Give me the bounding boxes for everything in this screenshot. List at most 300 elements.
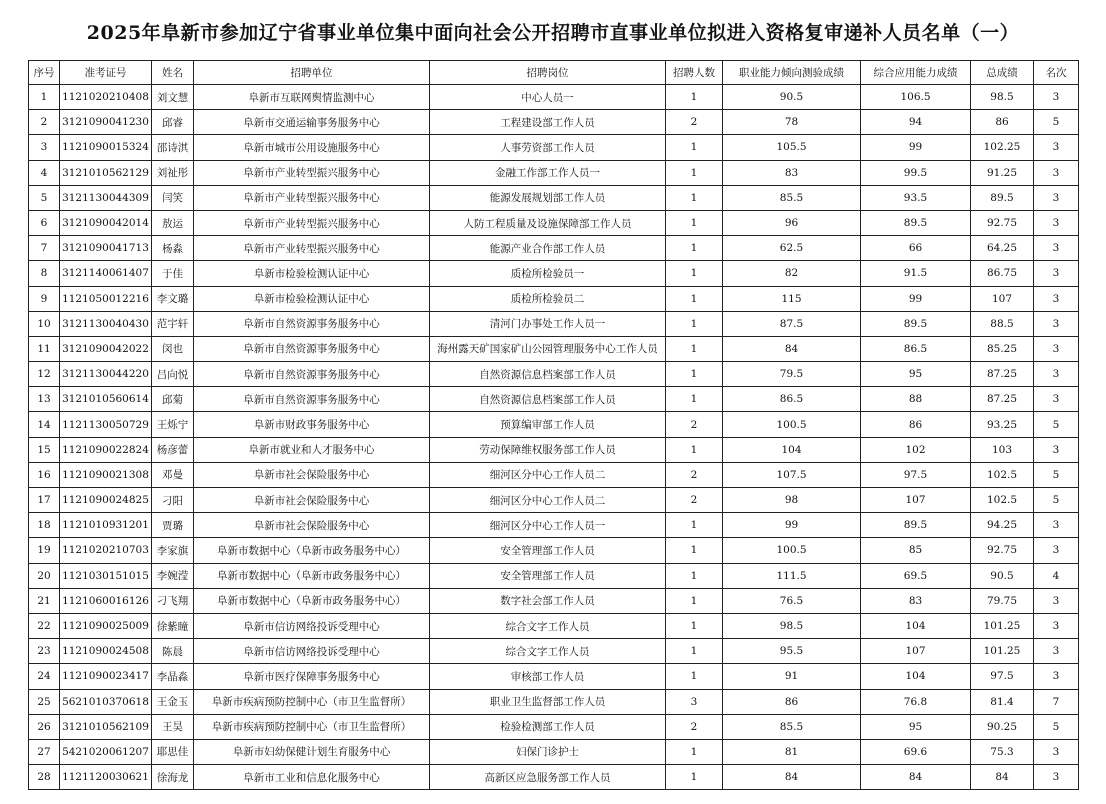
cell-index: 23 [29, 639, 60, 664]
cell-name: 徐海龙 [152, 765, 194, 790]
cell-employer: 阜新市工业和信息化服务中心 [194, 765, 430, 790]
cell-rank: 3 [1034, 311, 1079, 336]
table-row [29, 85, 1079, 110]
cell-exam-number: 1121120030621 [60, 765, 152, 790]
cell-exam-number: 1121060016126 [60, 588, 152, 613]
cell-exam-number: 1121090024508 [60, 639, 152, 664]
header-openings: 招聘人数 [666, 61, 723, 85]
cell-name: 陈晨 [152, 639, 194, 664]
cell-aptitude-score: 107.5 [723, 462, 861, 487]
cell-index: 5 [29, 185, 60, 210]
table-row [29, 311, 1079, 336]
cell-applied-score: 99 [861, 135, 971, 160]
cell-total-score: 94.25 [971, 513, 1034, 538]
cell-exam-number: 3121130044220 [60, 362, 152, 387]
cell-openings: 1 [666, 160, 723, 185]
cell-employer: 阜新市城市公用设施服务中心 [194, 135, 430, 160]
table-row [29, 739, 1079, 764]
cell-exam-number: 1121090022824 [60, 437, 152, 462]
cell-position: 审核部工作人员 [430, 664, 666, 689]
cell-exam-number: 3121140061407 [60, 261, 152, 286]
cell-total-score: 88.5 [971, 311, 1034, 336]
cell-position: 细河区分中心工作人员一 [430, 513, 666, 538]
cell-aptitude-score: 115 [723, 286, 861, 311]
table-row [29, 387, 1079, 412]
cell-rank: 3 [1034, 362, 1079, 387]
cell-rank: 5 [1034, 714, 1079, 739]
cell-exam-number: 3121090041713 [60, 236, 152, 261]
cell-employer: 阜新市疾病预防控制中心（市卫生监督所） [194, 714, 430, 739]
cell-name: 于佳 [152, 261, 194, 286]
cell-exam-number: 3121090042022 [60, 336, 152, 361]
cell-index: 28 [29, 765, 60, 790]
cell-index: 13 [29, 387, 60, 412]
cell-position: 能源产业合作部工作人员 [430, 236, 666, 261]
cell-openings: 1 [666, 286, 723, 311]
cell-rank: 3 [1034, 639, 1079, 664]
cell-position: 质检所检验员二 [430, 286, 666, 311]
cell-applied-score: 86 [861, 412, 971, 437]
cell-position: 能源发展规划部工作人员 [430, 185, 666, 210]
cell-position: 妇保门诊护士 [430, 739, 666, 764]
cell-exam-number: 3121130040430 [60, 311, 152, 336]
cell-position: 工程建设部工作人员 [430, 110, 666, 135]
header-aptitude-score: 职业能力倾向测验成绩 [723, 61, 861, 85]
cell-total-score: 85.25 [971, 336, 1034, 361]
cell-aptitude-score: 86.5 [723, 387, 861, 412]
table-row [29, 110, 1079, 135]
cell-applied-score: 76.8 [861, 689, 971, 714]
cell-applied-score: 107 [861, 488, 971, 513]
cell-exam-number: 1121090015324 [60, 135, 152, 160]
cell-rank: 3 [1034, 538, 1079, 563]
cell-total-score: 91.25 [971, 160, 1034, 185]
cell-index: 7 [29, 236, 60, 261]
cell-applied-score: 83 [861, 588, 971, 613]
cell-index: 17 [29, 488, 60, 513]
candidate-table [28, 60, 1079, 790]
cell-applied-score: 69.5 [861, 563, 971, 588]
cell-employer: 阜新市社会保险服务中心 [194, 462, 430, 487]
cell-name: 邱菊 [152, 387, 194, 412]
cell-openings: 1 [666, 538, 723, 563]
table-row [29, 664, 1079, 689]
cell-exam-number: 3121010560614 [60, 387, 152, 412]
cell-employer: 阜新市检验检测认证中心 [194, 261, 430, 286]
cell-openings: 1 [666, 362, 723, 387]
cell-total-score: 101.25 [971, 613, 1034, 638]
cell-name: 刘祉彤 [152, 160, 194, 185]
cell-rank: 3 [1034, 387, 1079, 412]
cell-position: 职业卫生监督部工作人员 [430, 689, 666, 714]
cell-employer: 阜新市社会保险服务中心 [194, 513, 430, 538]
cell-rank: 3 [1034, 185, 1079, 210]
cell-name: 王昊 [152, 714, 194, 739]
cell-openings: 1 [666, 210, 723, 235]
cell-rank: 3 [1034, 286, 1079, 311]
cell-total-score: 87.25 [971, 362, 1034, 387]
cell-index: 22 [29, 613, 60, 638]
cell-openings: 1 [666, 513, 723, 538]
cell-aptitude-score: 105.5 [723, 135, 861, 160]
cell-position: 综合文字工作人员 [430, 639, 666, 664]
cell-openings: 1 [666, 437, 723, 462]
cell-name: 范宇轩 [152, 311, 194, 336]
cell-applied-score: 102 [861, 437, 971, 462]
cell-position: 中心人员一 [430, 85, 666, 110]
cell-applied-score: 97.5 [861, 462, 971, 487]
cell-position: 清河门办事处工作人员一 [430, 311, 666, 336]
cell-position: 细河区分中心工作人员二 [430, 462, 666, 487]
cell-total-score: 90.5 [971, 563, 1034, 588]
cell-exam-number: 3121090042014 [60, 210, 152, 235]
cell-openings: 1 [666, 613, 723, 638]
cell-name: 闫笑 [152, 185, 194, 210]
cell-employer: 阜新市社会保险服务中心 [194, 488, 430, 513]
cell-applied-score: 89.5 [861, 210, 971, 235]
cell-total-score: 87.25 [971, 387, 1034, 412]
cell-name: 刘文慧 [152, 85, 194, 110]
cell-index: 9 [29, 286, 60, 311]
cell-position: 海州露天矿国家矿山公园管理服务中心工作人员 [430, 336, 666, 361]
cell-name: 邱睿 [152, 110, 194, 135]
cell-index: 10 [29, 311, 60, 336]
cell-employer: 阜新市财政事务服务中心 [194, 412, 430, 437]
cell-index: 6 [29, 210, 60, 235]
cell-index: 21 [29, 588, 60, 613]
cell-openings: 1 [666, 588, 723, 613]
cell-exam-number: 5621010370618 [60, 689, 152, 714]
cell-employer: 阜新市自然资源事务服务中心 [194, 336, 430, 361]
cell-aptitude-score: 78 [723, 110, 861, 135]
cell-applied-score: 93.5 [861, 185, 971, 210]
cell-rank: 3 [1034, 210, 1079, 235]
header-rank: 名次 [1034, 61, 1079, 85]
cell-index: 8 [29, 261, 60, 286]
cell-exam-number: 1121020210703 [60, 538, 152, 563]
cell-openings: 3 [666, 689, 723, 714]
table-row [29, 336, 1079, 361]
cell-employer: 阜新市产业转型振兴服务中心 [194, 160, 430, 185]
table-row [29, 135, 1079, 160]
cell-total-score: 103 [971, 437, 1034, 462]
cell-exam-number: 1121130050729 [60, 412, 152, 437]
cell-openings: 1 [666, 85, 723, 110]
header-employer: 招聘单位 [194, 61, 430, 85]
cell-exam-number: 1121050012216 [60, 286, 152, 311]
cell-employer: 阜新市产业转型振兴服务中心 [194, 236, 430, 261]
cell-aptitude-score: 96 [723, 210, 861, 235]
cell-aptitude-score: 76.5 [723, 588, 861, 613]
cell-total-score: 84 [971, 765, 1034, 790]
cell-applied-score: 66 [861, 236, 971, 261]
cell-exam-number: 1121020210408 [60, 85, 152, 110]
cell-rank: 3 [1034, 513, 1079, 538]
cell-aptitude-score: 91 [723, 664, 861, 689]
cell-exam-number: 1121090025009 [60, 613, 152, 638]
cell-name: 刁飞翔 [152, 588, 194, 613]
cell-employer: 阜新市互联网舆情监测中心 [194, 85, 430, 110]
cell-position: 综合文字工作人员 [430, 613, 666, 638]
table-row [29, 613, 1079, 638]
cell-rank: 3 [1034, 236, 1079, 261]
cell-rank: 3 [1034, 613, 1079, 638]
cell-total-score: 92.75 [971, 538, 1034, 563]
cell-position: 安全管理部工作人员 [430, 538, 666, 563]
cell-index: 18 [29, 513, 60, 538]
cell-name: 杨彦蕾 [152, 437, 194, 462]
cell-employer: 阜新市产业转型振兴服务中心 [194, 185, 430, 210]
cell-employer: 阜新市数据中心（阜新市政务服务中心） [194, 563, 430, 588]
cell-position: 预算编审部工作人员 [430, 412, 666, 437]
cell-applied-score: 86.5 [861, 336, 971, 361]
table-row [29, 185, 1079, 210]
cell-openings: 1 [666, 135, 723, 160]
cell-index: 16 [29, 462, 60, 487]
cell-employer: 阜新市产业转型振兴服务中心 [194, 210, 430, 235]
table-header [29, 61, 1079, 85]
cell-rank: 3 [1034, 739, 1079, 764]
cell-openings: 1 [666, 387, 723, 412]
header-position: 招聘岗位 [430, 61, 666, 85]
cell-rank: 3 [1034, 588, 1079, 613]
cell-applied-score: 85 [861, 538, 971, 563]
cell-openings: 1 [666, 185, 723, 210]
table-row [29, 538, 1079, 563]
cell-employer: 阜新市就业和人才服务中心 [194, 437, 430, 462]
cell-employer: 阜新市信访网络投诉受理中心 [194, 613, 430, 638]
cell-position: 人防工程质量及设施保障部工作人员 [430, 210, 666, 235]
cell-name: 李家旗 [152, 538, 194, 563]
cell-position: 自然资源信息档案部工作人员 [430, 362, 666, 387]
cell-total-score: 97.5 [971, 664, 1034, 689]
table-row [29, 639, 1079, 664]
cell-openings: 1 [666, 563, 723, 588]
cell-rank: 5 [1034, 462, 1079, 487]
cell-total-score: 107 [971, 286, 1034, 311]
table-row [29, 588, 1079, 613]
cell-name: 李文璐 [152, 286, 194, 311]
cell-index: 19 [29, 538, 60, 563]
cell-name: 吕向悦 [152, 362, 194, 387]
cell-openings: 1 [666, 261, 723, 286]
cell-rank: 4 [1034, 563, 1079, 588]
cell-aptitude-score: 100.5 [723, 412, 861, 437]
cell-employer: 阜新市检验检测认证中心 [194, 286, 430, 311]
cell-aptitude-score: 79.5 [723, 362, 861, 387]
cell-exam-number: 1121090023417 [60, 664, 152, 689]
cell-total-score: 89.5 [971, 185, 1034, 210]
table-row [29, 462, 1079, 487]
table-row [29, 210, 1079, 235]
cell-position: 自然资源信息档案部工作人员 [430, 387, 666, 412]
cell-position: 劳动保障维权服务部工作人员 [430, 437, 666, 462]
cell-aptitude-score: 98.5 [723, 613, 861, 638]
cell-rank: 3 [1034, 664, 1079, 689]
cell-aptitude-score: 100.5 [723, 538, 861, 563]
cell-position: 数字社会部工作人员 [430, 588, 666, 613]
cell-exam-number: 5421020061207 [60, 739, 152, 764]
cell-openings: 1 [666, 664, 723, 689]
cell-total-score: 79.75 [971, 588, 1034, 613]
cell-applied-score: 89.5 [861, 513, 971, 538]
cell-aptitude-score: 111.5 [723, 563, 861, 588]
cell-aptitude-score: 87.5 [723, 311, 861, 336]
cell-total-score: 75.3 [971, 739, 1034, 764]
header-row [29, 61, 1079, 85]
cell-applied-score: 95 [861, 714, 971, 739]
cell-aptitude-score: 85.5 [723, 714, 861, 739]
cell-index: 1 [29, 85, 60, 110]
cell-total-score: 98.5 [971, 85, 1034, 110]
table-row [29, 261, 1079, 286]
cell-index: 12 [29, 362, 60, 387]
cell-applied-score: 107 [861, 639, 971, 664]
table-row [29, 362, 1079, 387]
cell-index: 24 [29, 664, 60, 689]
cell-index: 3 [29, 135, 60, 160]
cell-name: 李晶淼 [152, 664, 194, 689]
cell-total-score: 92.75 [971, 210, 1034, 235]
cell-exam-number: 3121010562129 [60, 160, 152, 185]
table-body [29, 85, 1079, 790]
cell-name: 李婉滢 [152, 563, 194, 588]
cell-openings: 2 [666, 714, 723, 739]
cell-name: 徐紫瞳 [152, 613, 194, 638]
cell-total-score: 86 [971, 110, 1034, 135]
table-row [29, 563, 1079, 588]
cell-index: 27 [29, 739, 60, 764]
header-exam-number: 准考证号 [60, 61, 152, 85]
cell-exam-number: 1121090021308 [60, 462, 152, 487]
table-row [29, 286, 1079, 311]
cell-openings: 2 [666, 412, 723, 437]
cell-index: 15 [29, 437, 60, 462]
cell-position: 人事劳资部工作人员 [430, 135, 666, 160]
cell-openings: 2 [666, 462, 723, 487]
cell-name: 闵也 [152, 336, 194, 361]
cell-aptitude-score: 95.5 [723, 639, 861, 664]
cell-employer: 阜新市交通运输事务服务中心 [194, 110, 430, 135]
cell-position: 细河区分中心工作人员二 [430, 488, 666, 513]
cell-rank: 3 [1034, 261, 1079, 286]
header-name: 姓名 [152, 61, 194, 85]
cell-applied-score: 104 [861, 613, 971, 638]
cell-openings: 1 [666, 639, 723, 664]
cell-aptitude-score: 90.5 [723, 85, 861, 110]
table-row [29, 412, 1079, 437]
cell-rank: 3 [1034, 85, 1079, 110]
cell-applied-score: 104 [861, 664, 971, 689]
cell-applied-score: 95 [861, 362, 971, 387]
cell-exam-number: 1121030151015 [60, 563, 152, 588]
cell-employer: 阜新市数据中心（阜新市政务服务中心） [194, 588, 430, 613]
document-title: 2025年阜新市参加辽宁省事业单位集中面向社会公开招聘市直事业单位拟进入资格复审递补人员名单（一） [86, 22, 1020, 44]
cell-rank: 3 [1034, 765, 1079, 790]
cell-openings: 1 [666, 311, 723, 336]
cell-applied-score: 99.5 [861, 160, 971, 185]
cell-aptitude-score: 82 [723, 261, 861, 286]
table-row [29, 437, 1079, 462]
cell-name: 王烁宁 [152, 412, 194, 437]
table-row [29, 765, 1079, 790]
cell-employer: 阜新市妇幼保健计划生育服务中心 [194, 739, 430, 764]
cell-index: 11 [29, 336, 60, 361]
cell-rank: 3 [1034, 437, 1079, 462]
cell-name: 贾璐 [152, 513, 194, 538]
cell-name: 王金玉 [152, 689, 194, 714]
header-applied-score: 综合应用能力成绩 [861, 61, 971, 85]
cell-employer: 阜新市自然资源事务服务中心 [194, 387, 430, 412]
cell-name: 刁阳 [152, 488, 194, 513]
cell-total-score: 102.5 [971, 488, 1034, 513]
cell-openings: 1 [666, 739, 723, 764]
cell-position: 安全管理部工作人员 [430, 563, 666, 588]
cell-employer: 阜新市自然资源事务服务中心 [194, 362, 430, 387]
cell-rank: 3 [1034, 135, 1079, 160]
cell-aptitude-score: 84 [723, 336, 861, 361]
cell-total-score: 102.5 [971, 462, 1034, 487]
cell-aptitude-score: 86 [723, 689, 861, 714]
cell-total-score: 90.25 [971, 714, 1034, 739]
cell-openings: 1 [666, 236, 723, 261]
cell-index: 2 [29, 110, 60, 135]
cell-applied-score: 88 [861, 387, 971, 412]
cell-position: 检验检测部工作人员 [430, 714, 666, 739]
cell-applied-score: 84 [861, 765, 971, 790]
cell-aptitude-score: 81 [723, 739, 861, 764]
cell-employer: 阜新市自然资源事务服务中心 [194, 311, 430, 336]
table-row [29, 488, 1079, 513]
cell-aptitude-score: 99 [723, 513, 861, 538]
cell-rank: 3 [1034, 160, 1079, 185]
cell-employer: 阜新市疾病预防控制中心（市卫生监督所） [194, 689, 430, 714]
cell-exam-number: 3121090041230 [60, 110, 152, 135]
cell-index: 4 [29, 160, 60, 185]
cell-applied-score: 94 [861, 110, 971, 135]
cell-index: 26 [29, 714, 60, 739]
cell-exam-number: 3121010562109 [60, 714, 152, 739]
table-row [29, 714, 1079, 739]
cell-openings: 2 [666, 110, 723, 135]
cell-index: 14 [29, 412, 60, 437]
cell-position: 质检所检验员一 [430, 261, 666, 286]
cell-total-score: 81.4 [971, 689, 1034, 714]
cell-exam-number: 1121010931201 [60, 513, 152, 538]
cell-total-score: 101.25 [971, 639, 1034, 664]
cell-applied-score: 89.5 [861, 311, 971, 336]
cell-position: 高新区应急服务部工作人员 [430, 765, 666, 790]
cell-rank: 7 [1034, 689, 1079, 714]
cell-rank: 5 [1034, 412, 1079, 437]
cell-exam-number: 1121090024825 [60, 488, 152, 513]
cell-aptitude-score: 98 [723, 488, 861, 513]
cell-name: 邵诗淇 [152, 135, 194, 160]
table-row [29, 236, 1079, 261]
cell-aptitude-score: 83 [723, 160, 861, 185]
cell-exam-number: 3121130044309 [60, 185, 152, 210]
header-total-score: 总成绩 [971, 61, 1034, 85]
cell-applied-score: 99 [861, 286, 971, 311]
cell-total-score: 64.25 [971, 236, 1034, 261]
cell-total-score: 93.25 [971, 412, 1034, 437]
cell-openings: 1 [666, 765, 723, 790]
cell-index: 25 [29, 689, 60, 714]
cell-employer: 阜新市数据中心（阜新市政务服务中心） [194, 538, 430, 563]
table-row [29, 513, 1079, 538]
table-row [29, 160, 1079, 185]
cell-name: 杨淼 [152, 236, 194, 261]
